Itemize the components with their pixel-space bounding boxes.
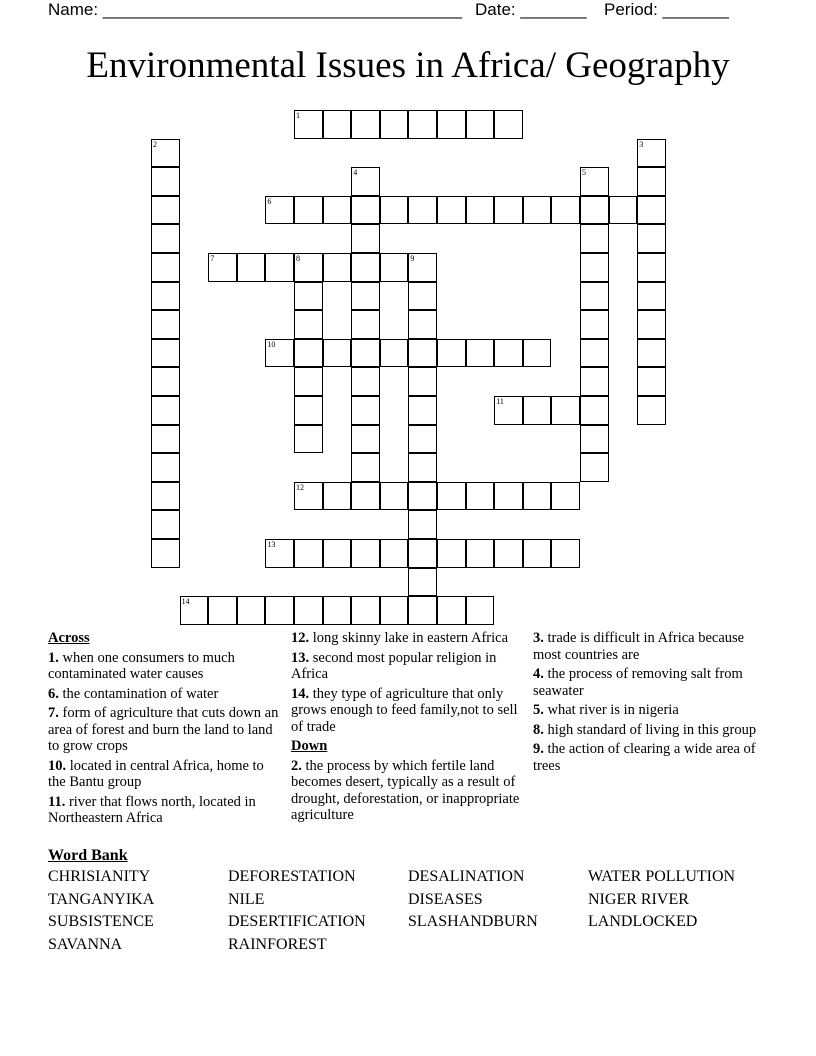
clue-number-label: 10. <box>48 757 67 774</box>
crossword-cell[interactable] <box>637 139 666 168</box>
clue-text: trade is difficult in Africa because most countries are <box>533 630 745 663</box>
clue-text: located in central Africa, home to the Bantu group <box>48 757 264 790</box>
clue-number-label: 14. <box>291 685 310 702</box>
crossword-cell[interactable] <box>637 367 666 396</box>
crossword-cell[interactable] <box>408 482 437 511</box>
clue-number: 3 <box>639 139 644 149</box>
crossword-cell[interactable] <box>580 167 609 196</box>
crossword-cell[interactable] <box>466 196 495 225</box>
down-heading: Down <box>291 738 328 754</box>
crossword-cell[interactable] <box>294 596 323 625</box>
clue-number: 5 <box>582 168 586 178</box>
word-bank-item: NIGER RIVER <box>588 890 689 908</box>
word-bank-item: CHRISIANITY <box>48 868 151 885</box>
crossword-cell[interactable] <box>380 110 409 139</box>
crossword-cell[interactable] <box>265 339 294 368</box>
clue-number: 8 <box>296 254 300 263</box>
crossword-cell[interactable] <box>437 482 466 511</box>
word-bank-heading: Word Bank <box>48 847 128 864</box>
crossword-cell[interactable] <box>380 482 409 511</box>
crossword-cell[interactable] <box>351 396 380 425</box>
down-clues-list-2 <box>533 630 767 774</box>
clue <box>291 650 525 683</box>
crossword-cell[interactable] <box>637 253 666 282</box>
crossword-cell[interactable] <box>609 196 638 225</box>
crossword-cell[interactable] <box>294 282 323 311</box>
clue-number-label: 7. <box>48 705 59 721</box>
clue-text: the action of clearing a wide area of trees <box>533 741 756 774</box>
clue <box>533 666 767 699</box>
word-bank-list <box>48 866 768 956</box>
crossword-cell[interactable] <box>580 224 609 253</box>
crossword-cell[interactable] <box>580 310 609 339</box>
word-bank-item: DESERTIFICATION <box>228 913 366 930</box>
crossword-cell[interactable] <box>494 539 523 568</box>
clue <box>533 722 767 739</box>
clue-number: 12 <box>296 482 304 492</box>
crossword-cell[interactable] <box>151 196 180 225</box>
crossword-cell[interactable] <box>151 167 180 196</box>
crossword-cell[interactable] <box>523 339 552 368</box>
clue <box>533 741 767 774</box>
word-bank-item: SAVANNA <box>48 935 123 953</box>
clue <box>291 686 525 736</box>
clue-text: when one consumers to much contaminated water causes <box>48 649 235 682</box>
crossword-cell[interactable] <box>408 539 437 568</box>
clue-number-label: 9. <box>533 741 544 757</box>
down-clues-list-1 <box>291 758 525 824</box>
crossword-cell[interactable] <box>523 396 552 425</box>
crossword-cell[interactable] <box>151 367 180 396</box>
crossword-cell[interactable] <box>637 339 666 368</box>
across-heading: Across <box>48 630 90 646</box>
crossword-cell[interactable] <box>408 253 437 282</box>
crossword-cell[interactable] <box>637 396 666 425</box>
crossword-cell[interactable] <box>294 396 323 425</box>
crossword-cell[interactable] <box>551 196 580 225</box>
crossword-cell[interactable] <box>494 482 523 511</box>
crossword-cell[interactable] <box>351 282 380 311</box>
crossword-cell[interactable] <box>294 482 323 511</box>
clue-number-label: 8. <box>533 721 544 738</box>
crossword-cell[interactable] <box>151 539 180 568</box>
clue-text: they type of agriculture that only grows enough to feed family,not to sell of trade <box>291 685 518 735</box>
crossword-cell[interactable] <box>637 196 666 225</box>
crossword-cell[interactable] <box>323 482 352 511</box>
crossword-cell[interactable] <box>380 253 409 282</box>
crossword-cell[interactable] <box>351 453 380 482</box>
crossword-cell[interactable] <box>494 396 523 425</box>
crossword-cell[interactable] <box>466 339 495 368</box>
crossword-cell[interactable] <box>351 110 380 139</box>
crossword-cell[interactable] <box>294 339 323 368</box>
crossword-cell[interactable] <box>323 339 352 368</box>
crossword-cell[interactable] <box>151 396 180 425</box>
clue-number: 11 <box>496 397 504 406</box>
clue-number-label: 1. <box>48 649 59 666</box>
crossword-cell[interactable] <box>180 596 209 625</box>
crossword-cell[interactable] <box>351 425 380 454</box>
crossword-cell[interactable] <box>551 539 580 568</box>
crossword-cell[interactable] <box>494 110 523 139</box>
crossword-cell[interactable] <box>265 253 294 282</box>
across-clues-list-1 <box>48 650 282 827</box>
word-bank-item: TANGANYIKA <box>48 890 155 908</box>
crossword-cell[interactable] <box>323 253 352 282</box>
clue-number: 10 <box>267 339 276 349</box>
crossword-cell[interactable] <box>151 282 180 311</box>
crossword-cell[interactable] <box>580 425 609 454</box>
crossword-cell[interactable] <box>437 539 466 568</box>
clue-number-label: 13. <box>291 649 310 666</box>
clue-text: form of agriculture that cuts down an area of forest and burn the land to land to grow crops <box>48 705 279 754</box>
clues-column-1 <box>48 630 282 830</box>
crossword-cell[interactable] <box>580 453 609 482</box>
clue-number-label: 12. <box>291 630 310 646</box>
crossword-cell[interactable] <box>351 167 380 196</box>
crossword-cell[interactable] <box>551 396 580 425</box>
crossword-cell[interactable] <box>580 196 609 225</box>
clues-column-2 <box>291 630 525 827</box>
clue-number: 13 <box>267 540 276 549</box>
clue-number-label: 3. <box>533 630 544 646</box>
clue-number: 7 <box>210 254 215 263</box>
crossword-cell[interactable] <box>294 196 323 225</box>
crossword-cell[interactable] <box>208 596 237 625</box>
period-field[interactable]: Period: _______ <box>604 0 729 19</box>
clue-text: high standard of living in this group <box>547 721 757 738</box>
clue-text: river that flows north, located in Northeastern Africa <box>48 793 256 826</box>
crossword-cell[interactable] <box>151 253 180 282</box>
clue-number: 9 <box>410 254 415 263</box>
clue-number: 1 <box>296 111 300 120</box>
crossword-cell[interactable] <box>265 596 294 625</box>
crossword-cell[interactable] <box>351 539 380 568</box>
clues-column-3 <box>533 630 767 777</box>
crossword-cell[interactable] <box>351 224 380 253</box>
crossword-cell[interactable] <box>351 596 380 625</box>
clue-number: 2 <box>153 139 157 149</box>
crossword-cell[interactable] <box>466 110 495 139</box>
crossword-cell[interactable] <box>580 339 609 368</box>
clue-number-label: 4. <box>533 666 544 682</box>
clue <box>533 702 767 719</box>
crossword-cell[interactable] <box>580 396 609 425</box>
clue-text: the process by which fertile land becomes desert, typically as a result of drought, deforestation, or inappropriate agriculture <box>291 757 520 823</box>
crossword-cell[interactable] <box>151 482 180 511</box>
clue-number: 14 <box>181 597 190 607</box>
crossword-cell[interactable] <box>408 596 437 625</box>
clue-number: 4 <box>353 168 358 178</box>
crossword-cell[interactable] <box>323 596 352 625</box>
clue-text: second most popular religion in Africa <box>291 649 497 682</box>
crossword-cell[interactable] <box>408 453 437 482</box>
clue-number-label: 5. <box>533 702 544 718</box>
crossword-cell[interactable] <box>523 539 552 568</box>
crossword-cell[interactable] <box>494 196 523 225</box>
clue <box>48 650 282 683</box>
crossword-cell[interactable] <box>294 539 323 568</box>
crossword-cell[interactable] <box>237 596 266 625</box>
crossword-cell[interactable] <box>380 596 409 625</box>
name-field[interactable]: Name: ______________________________________ <box>48 0 463 19</box>
word-bank-item: WATER POLLUTION <box>588 868 736 885</box>
crossword-cell[interactable] <box>523 196 552 225</box>
crossword-cell[interactable] <box>351 482 380 511</box>
clue <box>48 686 282 703</box>
clue-text: the contamination of water <box>62 685 219 702</box>
clue <box>48 705 282 755</box>
clue-text: what river is in nigeria <box>547 702 679 718</box>
crossword-cell[interactable] <box>151 139 180 168</box>
clue-number: 6 <box>267 196 272 206</box>
crossword-cell[interactable] <box>351 253 380 282</box>
word-bank-item: DEFORESTATION <box>228 868 356 885</box>
crossword-cell[interactable] <box>523 482 552 511</box>
crossword-cell[interactable] <box>408 367 437 396</box>
crossword-cell[interactable] <box>551 482 580 511</box>
crossword-cell[interactable] <box>351 196 380 225</box>
crossword-cell[interactable] <box>408 396 437 425</box>
clue <box>291 758 525 824</box>
word-bank-item: RAINFOREST <box>228 935 327 953</box>
crossword-cell[interactable] <box>408 510 437 539</box>
crossword-cell[interactable] <box>380 196 409 225</box>
crossword-cell[interactable] <box>466 539 495 568</box>
crossword-cell[interactable] <box>351 339 380 368</box>
word-bank <box>48 846 768 956</box>
crossword-cell[interactable] <box>580 367 609 396</box>
crossword-cell[interactable] <box>323 539 352 568</box>
crossword-cell[interactable] <box>437 196 466 225</box>
crossword-cell[interactable] <box>637 282 666 311</box>
crossword-cell[interactable] <box>294 425 323 454</box>
crossword-cell[interactable] <box>265 196 294 225</box>
clue-number-label: 6. <box>48 685 59 702</box>
crossword-cell[interactable] <box>580 282 609 311</box>
crossword-cell[interactable] <box>208 253 237 282</box>
crossword-cell[interactable] <box>151 510 180 539</box>
clue-number-label: 11. <box>48 793 66 810</box>
word-bank-item: SUBSISTENCE <box>48 913 154 930</box>
word-bank-item: LANDLOCKED <box>588 913 698 930</box>
crossword-cell[interactable] <box>408 310 437 339</box>
crossword-cell[interactable] <box>294 110 323 139</box>
crossword-cell[interactable] <box>580 253 609 282</box>
crossword-cell[interactable] <box>351 310 380 339</box>
crossword-cell[interactable] <box>408 425 437 454</box>
crossword-cell[interactable] <box>408 282 437 311</box>
crossword-cell[interactable] <box>494 339 523 368</box>
crossword-cell[interactable] <box>265 539 294 568</box>
crossword-cell[interactable] <box>637 224 666 253</box>
word-bank-item: DISEASES <box>408 890 483 908</box>
crossword-cell[interactable] <box>237 253 266 282</box>
crossword-cell[interactable] <box>466 482 495 511</box>
crossword-cell[interactable] <box>437 596 466 625</box>
clue <box>533 630 767 663</box>
clue <box>291 630 525 647</box>
crossword-cell[interactable] <box>151 224 180 253</box>
crossword-cell[interactable] <box>408 568 437 597</box>
clue-text: the process of removing salt from seawater <box>533 666 743 699</box>
word-bank-item: DESALINATION <box>408 868 525 885</box>
crossword-cell[interactable] <box>437 110 466 139</box>
crossword-cell[interactable] <box>294 367 323 396</box>
clue-text: long skinny lake in eastern Africa <box>312 630 509 646</box>
crossword-cell[interactable] <box>151 310 180 339</box>
crossword-cell[interactable] <box>380 539 409 568</box>
word-bank-item: SLASHANDBURN <box>408 913 538 930</box>
crossword-cell[interactable] <box>323 110 352 139</box>
crossword-cell[interactable] <box>151 453 180 482</box>
crossword-cell[interactable] <box>380 339 409 368</box>
crossword-cell[interactable] <box>151 339 180 368</box>
crossword-cell[interactable] <box>408 110 437 139</box>
date-field[interactable]: Date: _______ <box>475 0 587 19</box>
crossword-cell[interactable] <box>637 310 666 339</box>
clue <box>48 758 282 791</box>
crossword-cell[interactable] <box>408 339 437 368</box>
crossword-cell[interactable] <box>294 253 323 282</box>
crossword-cell[interactable] <box>151 425 180 454</box>
crossword-cell[interactable] <box>437 339 466 368</box>
clue <box>48 794 282 827</box>
crossword-cell[interactable] <box>351 367 380 396</box>
crossword-cell[interactable] <box>466 596 495 625</box>
crossword-cell[interactable] <box>408 196 437 225</box>
crossword-cell[interactable] <box>323 196 352 225</box>
across-clues-list-2 <box>291 630 525 735</box>
page-title: Environmental Issues in Africa/ Geography <box>86 45 730 86</box>
crossword-cell[interactable] <box>294 310 323 339</box>
crossword-cell[interactable] <box>637 167 666 196</box>
word-bank-item: NILE <box>228 890 265 908</box>
clue-number-label: 2. <box>291 757 302 774</box>
